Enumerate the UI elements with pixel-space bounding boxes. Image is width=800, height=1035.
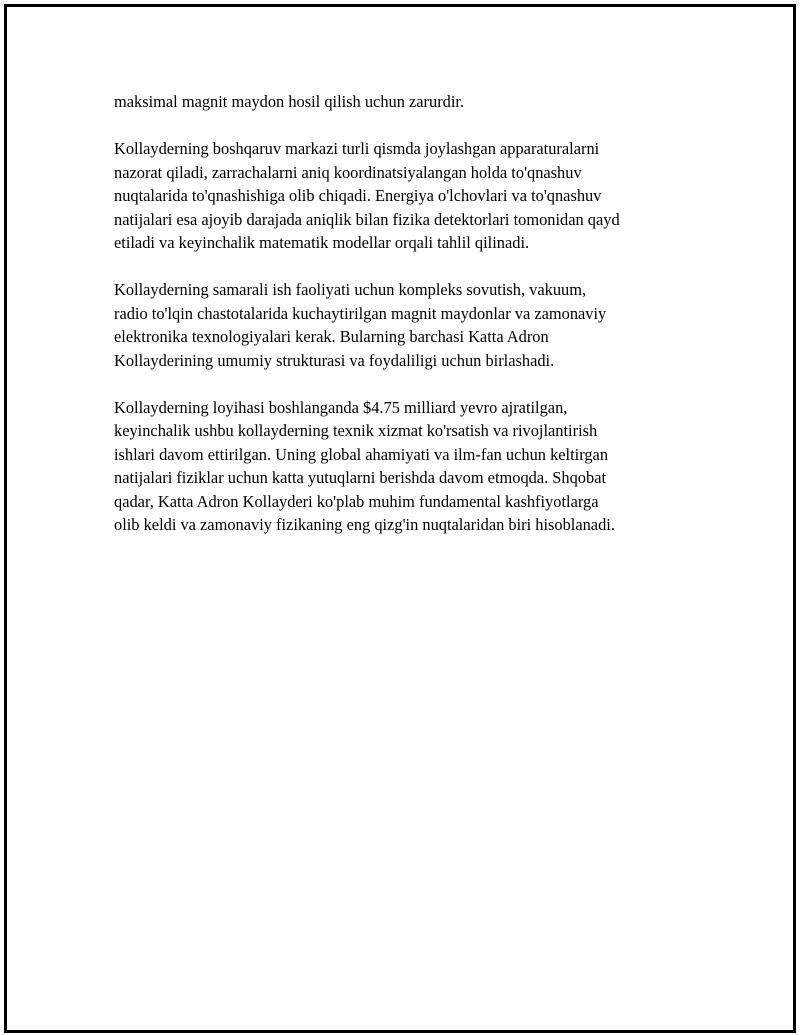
text-line: Kollayderning samarali ish faoliyati uchun kompleks sovutish, vakuum, bbox=[114, 280, 587, 299]
text-line: etiladi va keyinchalik matematik modellar orqali tahlil qilinadi. bbox=[114, 233, 530, 252]
text-line: natijalari fiziklar uchun katta yutuqlarni berishda davom etmoqda. Shqobat bbox=[114, 468, 607, 487]
text-line: nuqtalarida to'qnashishiga olib chiqadi. Energiya o'lchovlari va to'qnashuv bbox=[114, 186, 602, 205]
text-line: Kollayderining umumiy strukturasi va foydaliligi uchun birlashadi. bbox=[114, 350, 555, 370]
paragraph-3 bbox=[114, 278, 694, 372]
text-line: olib keldi va zamonaviy fizikaning eng qizg'in nuqtalaridan biri hisoblanadi. bbox=[114, 515, 615, 534]
text-line: Kollayderning loyihasi boshlanganda $4.75 milliard yevro ajratilgan, bbox=[114, 397, 568, 417]
paragraph-1 bbox=[114, 90, 694, 114]
document-body bbox=[114, 90, 694, 560]
text-line: Kollayderning boshqaruv markazi turli qismda joylashgan apparaturalarni bbox=[114, 139, 600, 158]
text-line: ishlari davom ettirilgan. Uning global ahamiyati va ilm-fan uchun keltirgan bbox=[114, 444, 609, 464]
text-line: natijalari esa ajoyib darajada aniqlik bilan fizika detektorlari tomonidan qayd bbox=[114, 209, 620, 229]
text-line: maksimal magnit maydon hosil qilish uchun zarurdir. bbox=[114, 92, 465, 111]
paragraph-2 bbox=[114, 137, 694, 255]
paragraph-4 bbox=[114, 396, 694, 537]
text-line: radio to'lqin chastotalarida kuchaytirilgan magnit maydonlar va zamonaviy bbox=[114, 303, 607, 323]
text-line: elektronika texnologiyalari kerak. Bularning barchasi Katta Adron bbox=[114, 327, 549, 346]
text-line: nazorat qiladi, zarrachalarni aniq koordinatsiyalangan holda to'qnashuv bbox=[114, 162, 582, 182]
text-line: qadar, Katta Adron Kollayderi ko'plab muhim fundamental kashfiyotlarga bbox=[114, 491, 599, 511]
text-line: keyinchalik ushbu kollayderning texnik xizmat ko'rsatish va rivojlantirish bbox=[114, 421, 598, 440]
